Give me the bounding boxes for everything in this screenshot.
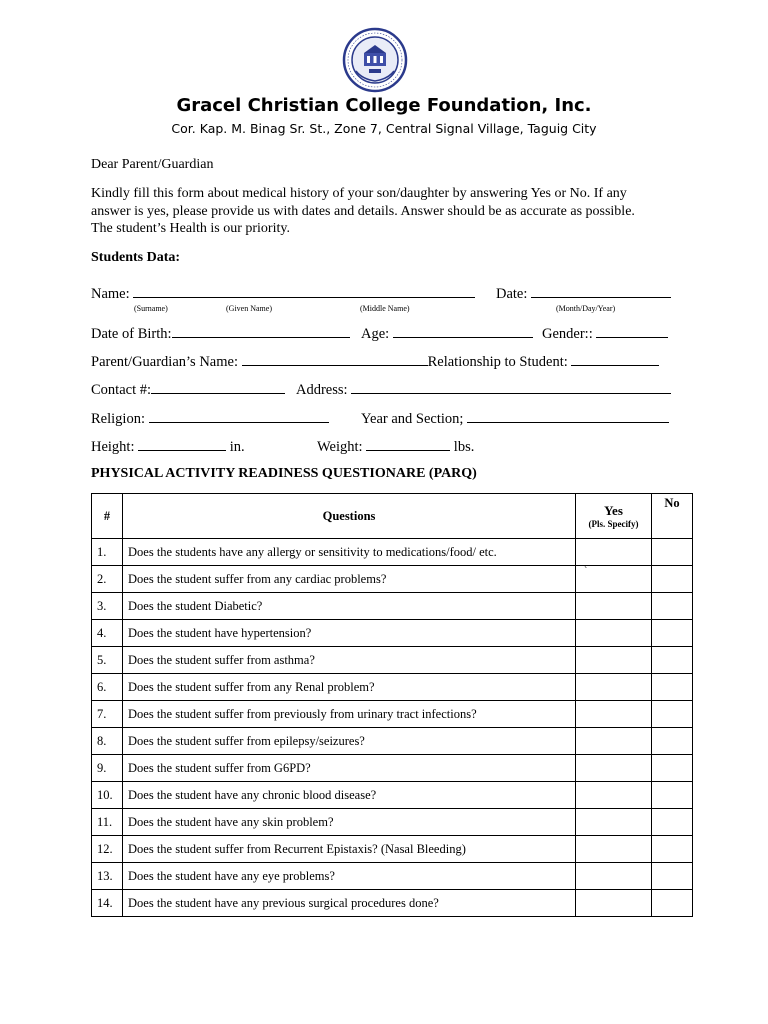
row-number: 9. (92, 755, 123, 782)
instruction-line-3: The student’s Health is our priority. (91, 221, 290, 236)
table-row (92, 863, 693, 890)
table-row (92, 674, 693, 701)
question-text: Does the students have any allergy or sensitivity to medications/food/ etc. (123, 539, 576, 566)
no-answer-cell[interactable] (652, 755, 693, 782)
table-row (92, 647, 693, 674)
question-text: Does the student have any eye problems? (123, 863, 576, 890)
salutation: Dear Parent/Guardian (91, 157, 214, 172)
question-text: Does the student suffer from asthma? (123, 647, 576, 674)
row-number: 14. (92, 890, 123, 917)
no-answer-cell[interactable] (652, 782, 693, 809)
col-no-header: No (652, 494, 693, 539)
row-number: 13. (92, 863, 123, 890)
yes-answer-cell[interactable] (576, 701, 652, 728)
year-section-label: Year and Section; (361, 411, 464, 427)
yes-answer-cell[interactable] (576, 890, 652, 917)
table-header-row (92, 494, 693, 539)
no-answer-cell[interactable] (652, 701, 693, 728)
col-questions-header: Questions (123, 494, 576, 539)
question-text: Does the student Diabetic? (123, 593, 576, 620)
question-text: Does the student have any chronic blood disease? (123, 782, 576, 809)
weight-field[interactable] (366, 438, 450, 451)
instruction-line-1: Kindly fill this form about medical history of your son/daughter by answering Yes or No. If any (91, 186, 627, 201)
yes-answer-cell[interactable] (576, 674, 652, 701)
age-field[interactable] (393, 325, 533, 338)
row-number: 8. (92, 728, 123, 755)
no-answer-cell[interactable] (652, 890, 693, 917)
table-row (92, 782, 693, 809)
no-answer-cell[interactable] (652, 566, 693, 593)
gender-label: Gender:: (542, 326, 593, 342)
yes-specify-note: Pls. Specify (591, 519, 636, 529)
date-field[interactable] (531, 285, 671, 298)
yes-label: Yes (604, 503, 623, 518)
religion-field[interactable] (149, 410, 329, 423)
yes-answer-cell[interactable] (576, 755, 652, 782)
no-answer-cell[interactable] (652, 593, 693, 620)
col-yes-header: Yes (Pls. Specify) (576, 494, 652, 539)
instruction-line-2: answer is yes, please provide us with dates and details. Answer should be as accurate as possible. (91, 204, 635, 219)
no-answer-cell[interactable] (652, 647, 693, 674)
stray-mark: ` (584, 566, 588, 577)
parq-table (91, 493, 693, 917)
school-seal-logo (342, 27, 408, 93)
table-row (92, 755, 693, 782)
question-text: Does the student suffer from G6PD? (123, 755, 576, 782)
no-answer-cell[interactable] (652, 620, 693, 647)
yes-answer-cell[interactable] (576, 593, 652, 620)
age-label: Age: (361, 326, 390, 342)
parent-name-label: Parent/Guardian’s Name: (91, 354, 238, 370)
no-answer-cell[interactable] (652, 863, 693, 890)
table-row (92, 890, 693, 917)
row-number: 1. (92, 539, 123, 566)
date-label: Date: (496, 286, 528, 302)
question-text: Does the student have hypertension? (123, 620, 576, 647)
table-row (92, 809, 693, 836)
question-text: Does the student suffer from any cardiac problems? (123, 566, 576, 593)
religion-label: Religion: (91, 411, 145, 427)
yes-answer-cell[interactable] (576, 836, 652, 863)
height-field[interactable] (138, 438, 226, 451)
dob-field[interactable] (172, 325, 350, 338)
contact-label: Contact #: (91, 382, 152, 398)
school-name: Gracel Christian College Foundation, Inc. (176, 95, 592, 116)
row-number: 5. (92, 647, 123, 674)
parent-name-field[interactable] (242, 353, 428, 366)
table-row (92, 701, 693, 728)
name-label: Name: (91, 286, 130, 302)
table-row (92, 620, 693, 647)
row-number: 10. (92, 782, 123, 809)
yes-answer-cell[interactable] (576, 782, 652, 809)
yes-answer-cell[interactable] (576, 809, 652, 836)
contact-field[interactable] (151, 381, 285, 394)
height-unit: in. (229, 439, 245, 455)
parq-title: PHYSICAL ACTIVITY READINESS QUESTIONARE (PARQ) (91, 466, 477, 481)
name-field[interactable] (133, 285, 475, 298)
yes-answer-cell[interactable] (576, 539, 652, 566)
height-label: Height: (91, 439, 135, 455)
weight-label: Weight: (317, 439, 363, 455)
parq-body (92, 539, 693, 917)
school-address: Cor. Kap. M. Binag Sr. St., Zone 7, Central Signal Village, Taguig City (171, 121, 597, 136)
row-number: 2. (92, 566, 123, 593)
question-text: Does the student suffer from any Renal problem? (123, 674, 576, 701)
no-answer-cell[interactable] (652, 728, 693, 755)
table-row (92, 728, 693, 755)
no-answer-cell[interactable] (652, 674, 693, 701)
relationship-label: Relationship to Student: (427, 354, 568, 370)
row-number: 11. (92, 809, 123, 836)
middle-name-sublabel: (Middle Name) (360, 304, 410, 313)
no-answer-cell[interactable] (652, 809, 693, 836)
row-number: 4. (92, 620, 123, 647)
weight-unit: lbs. (453, 439, 475, 455)
yes-answer-cell[interactable] (576, 566, 652, 593)
table-row (92, 836, 693, 863)
row-number: 6. (92, 674, 123, 701)
surname-sublabel: (Surname) (134, 304, 168, 313)
date-format-sublabel: (Month/Day/Year) (556, 304, 616, 313)
yes-answer-cell[interactable] (576, 728, 652, 755)
table-row (92, 566, 693, 593)
col-number-header: # (92, 494, 123, 539)
students-data-heading: Students Data: (91, 250, 181, 265)
address-label: Address: (296, 382, 348, 398)
yes-answer-cell[interactable] (576, 863, 652, 890)
table-row (92, 593, 693, 620)
row-number: 3. (92, 593, 123, 620)
no-answer-cell[interactable] (652, 539, 693, 566)
no-answer-cell[interactable] (652, 836, 693, 863)
address-field[interactable] (351, 381, 671, 394)
relationship-field[interactable] (571, 353, 659, 366)
question-text: Does the student have any previous surgical procedures done? (123, 890, 576, 917)
row-number: 7. (92, 701, 123, 728)
table-row (92, 539, 693, 566)
question-text: Does the student suffer from previously from urinary tract infections? (123, 701, 576, 728)
yes-answer-cell[interactable] (576, 620, 652, 647)
question-text: Does the student suffer from epilepsy/seizures? (123, 728, 576, 755)
row-number: 12. (92, 836, 123, 863)
question-text: Does the student suffer from Recurrent Epistaxis? (Nasal Bleeding) (123, 836, 576, 863)
yes-answer-cell[interactable] (576, 647, 652, 674)
year-section-field[interactable] (467, 410, 669, 423)
gender-field[interactable] (596, 325, 668, 338)
given-name-sublabel: (Given Name) (226, 304, 272, 313)
question-text: Does the student have any skin problem? (123, 809, 576, 836)
dob-label: Date of Birth: (91, 326, 172, 342)
